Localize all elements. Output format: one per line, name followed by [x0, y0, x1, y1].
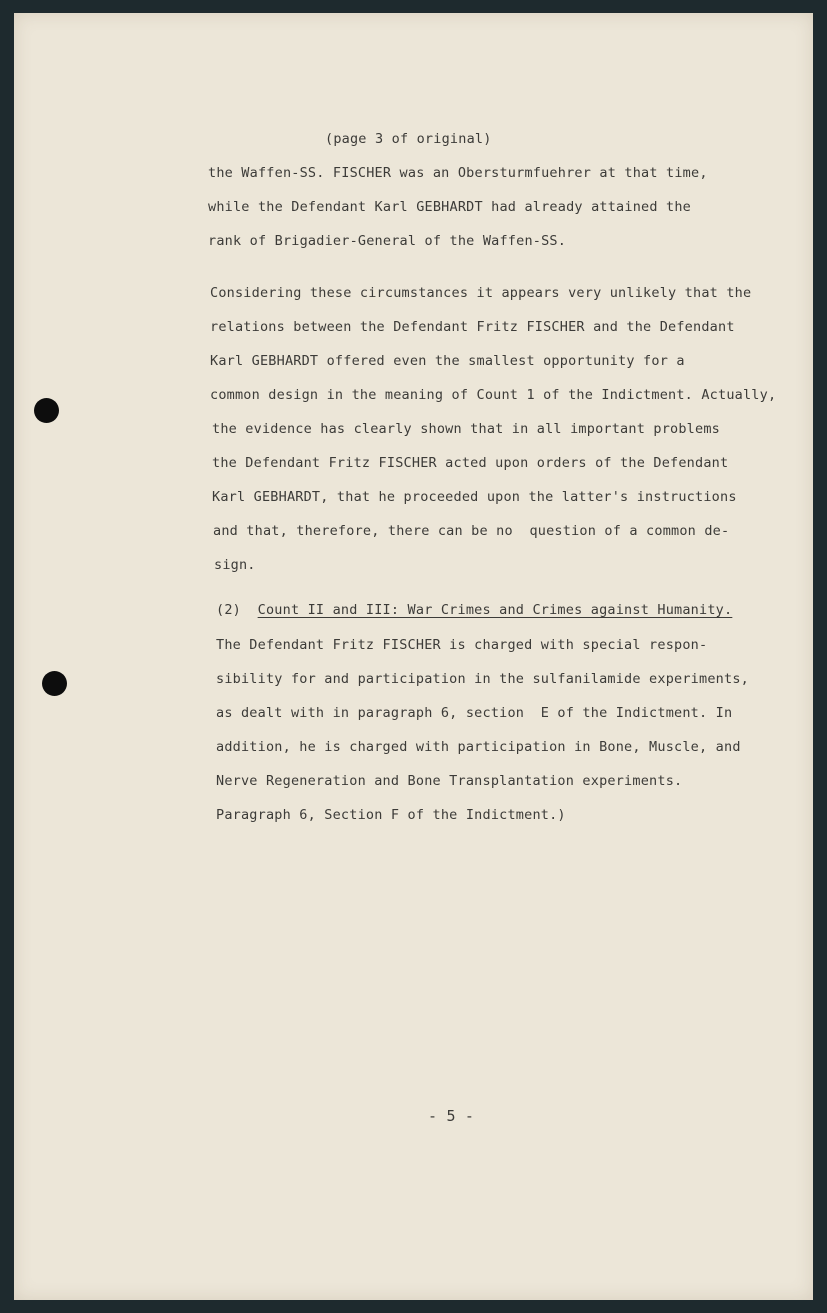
- paragraph-1: [208, 165, 708, 249]
- text-line: relations between the Defendant Fritz FISCHER and the Defendant: [210, 319, 735, 335]
- text-line: sign.: [214, 557, 256, 573]
- text-line: Karl GEBHARDT offered even the smallest opportunity for a: [210, 353, 685, 369]
- text-line: Paragraph 6, Section F of the Indictment.): [216, 807, 566, 823]
- paragraph-2: [210, 285, 777, 573]
- text-line: the Waffen-SS. FISCHER was an Obersturmfuehrer at that time,: [208, 165, 708, 181]
- page-number: - 5 -: [428, 1107, 475, 1125]
- text-line: and that, therefore, there can be no question of a common de-: [213, 523, 730, 539]
- text-line: as dealt with in paragraph 6, section E of the Indictment. In: [216, 705, 733, 721]
- text-line: Karl GEBHARDT, that he proceeded upon the latter's instructions: [212, 489, 737, 505]
- section-heading: [216, 602, 732, 618]
- text-line: sibility for and participation in the sulfanilamide experiments,: [216, 671, 749, 687]
- section-title: Count II and III: War Crimes and Crimes against Humanity.: [257, 602, 733, 618]
- text-line: while the Defendant Karl GEBHARDT had already attained the: [208, 199, 692, 215]
- text-line: addition, he is charged with participation in Bone, Muscle, and: [216, 739, 741, 755]
- text-line: rank of Brigadier-General of the Waffen-SS.: [208, 233, 567, 249]
- text-line: common design in the meaning of Count 1 of the Indictment. Actually,: [210, 387, 777, 403]
- original-page-note: (page 3 of original): [325, 131, 492, 147]
- paragraph-3: [216, 602, 749, 823]
- text-line: the evidence has clearly shown that in all important problems: [212, 421, 720, 437]
- text-line: the Defendant Fritz FISCHER acted upon orders of the Defendant: [212, 455, 729, 471]
- text-line: The Defendant Fritz FISCHER is charged with special respon-: [216, 637, 708, 653]
- section-number: (2): [216, 602, 241, 618]
- punch-hole: [34, 398, 59, 423]
- document-page: [14, 13, 813, 1300]
- punch-hole: [42, 671, 67, 696]
- text-line: Considering these circumstances it appears very unlikely that the: [210, 285, 752, 301]
- text-line: Nerve Regeneration and Bone Transplantation experiments.: [216, 773, 683, 789]
